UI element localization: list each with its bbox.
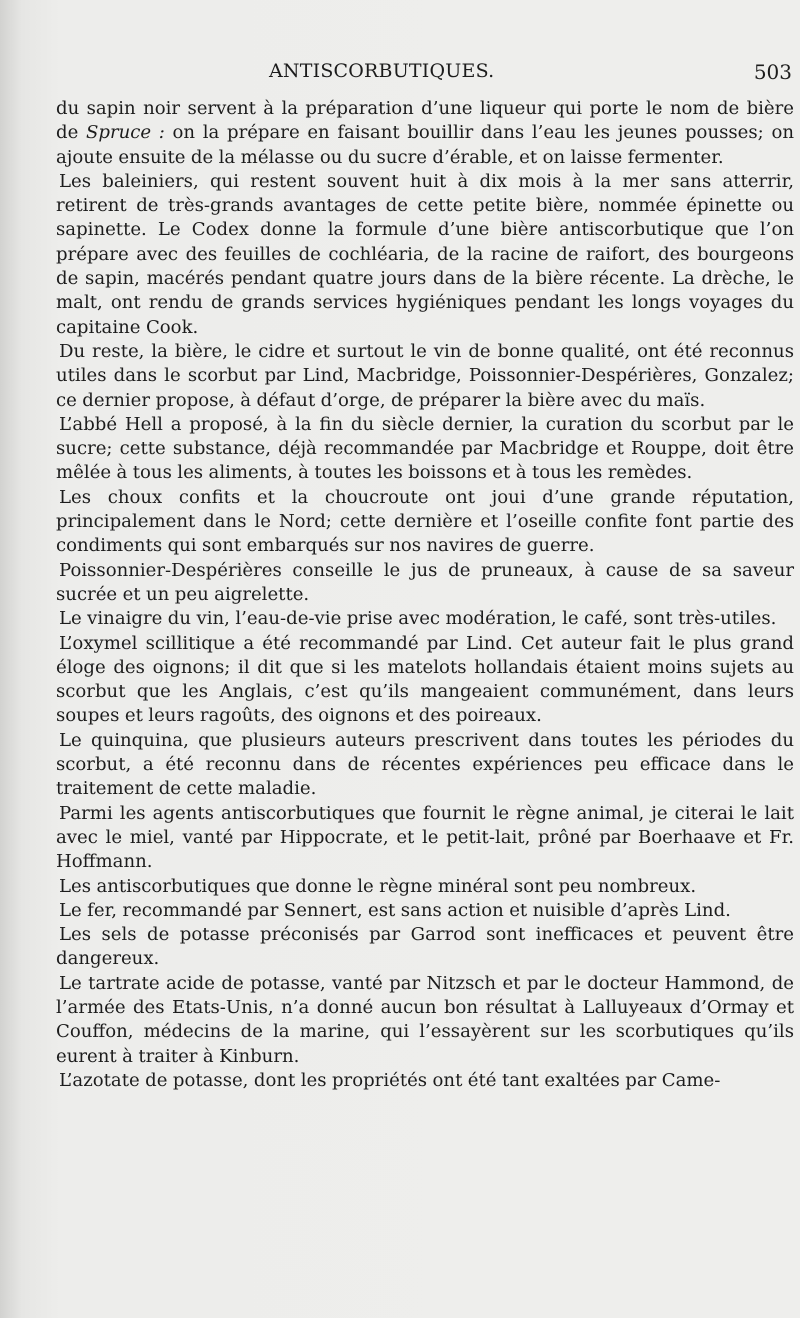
paragraph-oxymel: L’oxymel scillitique a été recommandé par Lind. Cet auteur fait le plus grand éloge des oignons; il dit que si les matelots hollandais étaient moins sujets au scorbut que les Anglais, c’est qu’ils mangeaient communément, dans leurs soupes et leurs ragoûts, des oignons et des poireaux. [56,632,794,727]
paragraph-choux-confits: Les choux confits et la choucroute ont joui d’une grande réputation, principalement dans le Nord; cette dernière et l’oseille confite font partie des condiments qui sont embarqués sur nos navires de guerre. [56,486,794,557]
paragraph-regne-mineral: Les antiscorbutiques que donne le règne minéral sont peu nombreux. [59,875,697,897]
italic-term-spruce: Spruce : [85,122,165,144]
paragraph-biere-cidre-vin: Du reste, la bière, le cidre et surtout le vin de bonne qualité, ont été reconnus utiles dans le scorbut par Lind, Macbridge, Poissonnier-Despérières, Gonzalez; ce dernier propose, à défaut d’orge, de préparer la bière avec du maïs. [56,340,794,411]
body-text [56,97,794,1093]
running-title: ANTISCORBUTIQUES. [269,60,495,82]
paragraph-vinaigre: Le vinaigre du vin, l’eau-de-vie prise avec modération, le café, sont très-utiles. [59,608,777,630]
paragraph-regne-animal: Parmi les agents antiscorbutiques que fournit le règne animal, je citerai le lait avec le miel, vanté par Hippocrate, et le petit-lait, prôné par Boerhaave et Fr. Hoffmann. [56,802,794,873]
paragraph-tartrate: Le tartrate acide de potasse, vanté par Nitzsch et par le docteur Hammond, de l’armée des Etats-Unis, n’a donné aucun bon résultat à Lalluyeaux d’Ormay et Couffon, médecins de la marine, qui l’essayèrent sur les scorbutiques qu’ils eurent à traiter à Kinburn. [56,972,794,1067]
paragraph-text: on la prépare en faisant bouillir dans l’eau les jeunes pousses; on ajoute ensuite de la mélasse ou du sucre d’érable, et on laisse fermenter. [56,122,794,168]
paragraph-sels-potasse: Les sels de potasse préconisés par Garrod sont inefficaces et peuvent être dangereux. [56,924,794,970]
paragraph-quinquina: Le quinquina, que plusieurs auteurs prescrivent dans toutes les périodes du scorbut, a été reconnu dans de récentes expériences peu efficace dans le traitement de cette maladie. [56,729,794,800]
page-number: 503 [753,60,792,84]
paragraph-azotate: L’azotate de potasse, dont les propriétés ont été tant exaltées par Came- [59,1069,721,1091]
paragraph-fer: Le fer, recommandé par Sennert, est sans action et nuisible d’après Lind. [59,899,731,921]
page-header [56,58,794,88]
paragraph-abbe-hell: L’abbé Hell a proposé, à la fin du siècle dernier, la curation du scorbut par le sucre; cette substance, déjà recommandée par Macbridge et Rouppe, doit être mêlée à tous les aliments, à toutes les boissons et à tous les remèdes. [56,413,794,484]
paragraph-continuation [56,97,794,170]
paragraph-pruneaux: Poissonnier-Despérières conseille le jus de pruneaux, à cause de sa saveur sucrée et un peu aigrelette. [56,559,794,605]
paragraph-text: du sapin noir servent à la préparation d’une liqueur qui porte le nom de bière de [56,98,794,144]
paragraph-baleiniers: Les baleiniers, qui restent souvent huit à dix mois à la mer sans atterrir, retirent de très-grands avantages de cette petite bière, nommée épinette ou sapinette. Le Codex donne la formule d’une bière antiscorbutique que l’on prépare avec des feuilles de cochléaria, de la racine de raifort, des bourgeons de sapin, macérés pendant quatre jours dans de la bière récente. La drèche, le malt, ont rendu de grands services hygiéniques pendant les longs voyages du capitaine Cook. [56,170,794,338]
